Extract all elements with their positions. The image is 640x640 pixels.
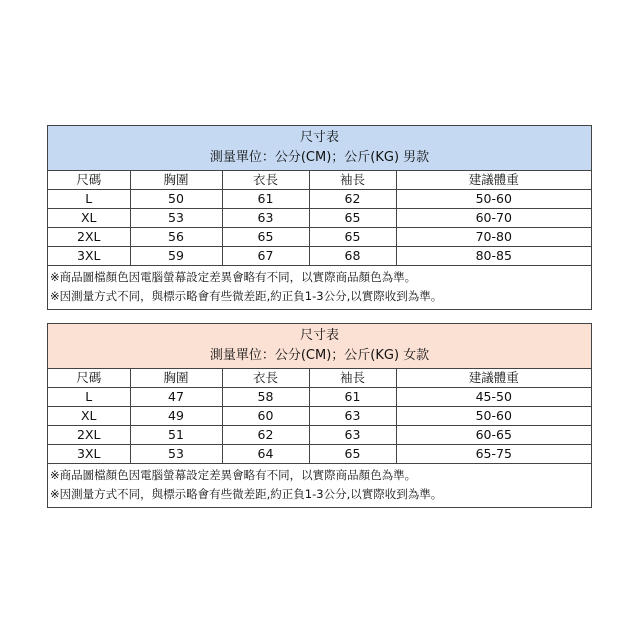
note-color-disclaimer: ※商品圖檔顏色因電腦螢幕設定差異會略有不同，以實際商品顏色為準。 (50, 468, 417, 482)
column-header-weight: 建議體重 (396, 171, 591, 190)
table-row (48, 388, 591, 407)
cell-weight: 45-50 (396, 388, 591, 407)
column-header-sleeve: 袖長 (309, 369, 396, 388)
column-header-sleeve: 袖長 (309, 171, 396, 190)
cell-sleeve: 65 (309, 445, 396, 464)
note-measurement-disclaimer: ※因測量方式不同，與標示略會有些微差距,約正負1-3公分,以實際收到為準。 (50, 487, 443, 501)
table-header-row (48, 171, 591, 190)
table-row (48, 407, 591, 426)
womens-size-table (48, 369, 591, 464)
cell-sleeve: 68 (309, 247, 396, 266)
cell-size: XL (48, 407, 130, 426)
mens-chart-title: 尺寸表 (299, 130, 339, 145)
cell-size: 2XL (48, 426, 130, 445)
cell-length: 61 (222, 190, 309, 209)
cell-length: 62 (222, 426, 309, 445)
cell-chest: 59 (130, 247, 222, 266)
mens-chart-notes (48, 266, 591, 309)
cell-weight: 65-75 (396, 445, 591, 464)
column-header-length: 衣長 (222, 171, 309, 190)
table-row (48, 190, 591, 209)
cell-chest: 50 (130, 190, 222, 209)
cell-weight: 50-60 (396, 190, 591, 209)
note-measurement-disclaimer: ※因測量方式不同，與標示略會有些微差距,約正負1-3公分,以實際收到為準。 (50, 289, 443, 303)
cell-chest: 53 (130, 445, 222, 464)
cell-length: 65 (222, 228, 309, 247)
mens-chart-header (48, 126, 591, 171)
cell-sleeve: 65 (309, 228, 396, 247)
cell-weight: 80-85 (396, 247, 591, 266)
cell-sleeve: 62 (309, 190, 396, 209)
cell-weight: 60-70 (396, 209, 591, 228)
cell-size: 3XL (48, 247, 130, 266)
column-header-chest: 胸圍 (130, 369, 222, 388)
cell-sleeve: 65 (309, 209, 396, 228)
column-header-length: 衣長 (222, 369, 309, 388)
table-row (48, 228, 591, 247)
womens-chart-title: 尺寸表 (299, 328, 339, 343)
column-header-size: 尺碼 (48, 171, 130, 190)
table-row (48, 247, 591, 266)
mens-size-chart (47, 125, 592, 310)
cell-sleeve: 63 (309, 426, 396, 445)
mens-chart-subtitle: 測量單位：公分(CM)；公斤(KG) 男款 (209, 150, 430, 165)
cell-weight: 50-60 (396, 407, 591, 426)
womens-chart-notes (48, 464, 591, 507)
column-header-size: 尺碼 (48, 369, 130, 388)
cell-size: L (48, 190, 130, 209)
table-header-row (48, 369, 591, 388)
womens-chart-header (48, 324, 591, 369)
column-header-weight: 建議體重 (396, 369, 591, 388)
cell-chest: 47 (130, 388, 222, 407)
cell-chest: 53 (130, 209, 222, 228)
cell-sleeve: 61 (309, 388, 396, 407)
table-row (48, 209, 591, 228)
cell-size: 3XL (48, 445, 130, 464)
mens-size-table (48, 171, 591, 266)
womens-size-chart (47, 323, 592, 508)
cell-chest: 56 (130, 228, 222, 247)
cell-weight: 70-80 (396, 228, 591, 247)
cell-sleeve: 63 (309, 407, 396, 426)
womens-chart-subtitle: 測量單位：公分(CM)；公斤(KG) 女款 (209, 348, 430, 363)
cell-length: 60 (222, 407, 309, 426)
column-header-chest: 胸圍 (130, 171, 222, 190)
cell-chest: 49 (130, 407, 222, 426)
cell-length: 67 (222, 247, 309, 266)
cell-length: 63 (222, 209, 309, 228)
cell-length: 58 (222, 388, 309, 407)
cell-size: L (48, 388, 130, 407)
table-row (48, 445, 591, 464)
table-row (48, 426, 591, 445)
cell-length: 64 (222, 445, 309, 464)
cell-size: 2XL (48, 228, 130, 247)
cell-weight: 60-65 (396, 426, 591, 445)
cell-chest: 51 (130, 426, 222, 445)
note-color-disclaimer: ※商品圖檔顏色因電腦螢幕設定差異會略有不同，以實際商品顏色為準。 (50, 270, 417, 284)
cell-size: XL (48, 209, 130, 228)
